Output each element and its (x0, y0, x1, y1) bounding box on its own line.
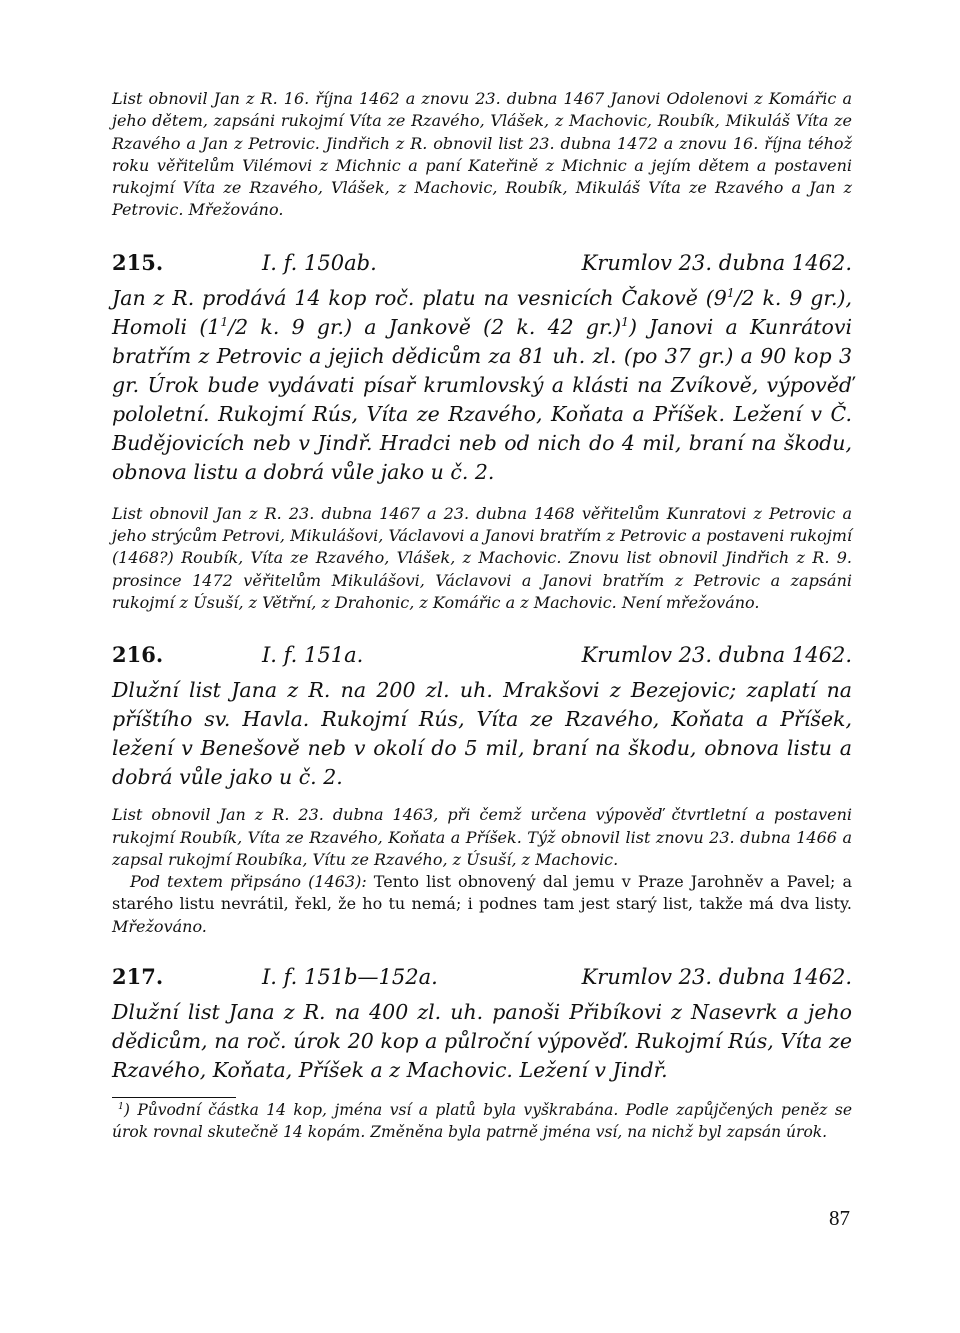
entry-number: 216. (112, 642, 164, 668)
entry-folio: I. f. 151a. (262, 643, 364, 668)
footnote-marker: 1 (118, 1100, 124, 1112)
footnote-ref: 1 (621, 314, 629, 329)
entry-folio: I. f. 150ab. (262, 250, 377, 275)
footnote: $^1$) Původní částka 14 kop, jména vsí a platů byla vyškrabána. Podle zapůjčených peněz se úrok rovnal skutečně 14 kopám. Změněna byla patrně jména vsí, na nichž byl zapsán úrok. (112, 1100, 852, 1141)
intro-note: List obnovil Jan z R. 16. října 1462 a znovu 23. dubna 1467 Janovi Odolenovi z Komářic a jeho dětem, zapsáni rukojmí Víta ze Rzavého, Vlášek, z Machovic, Roubík, Mikuláš Víta ze Rzavého a Jan z Petrovic. Jindřich z R. obnovil list 23. dubna 1472 a znovu 16. října téhož roku věřitelům Vilémovi z Michnic a paní Kateřině z Michnic a jejím dětem a postaveni rukojmí Víta ze Rzavého, Vlášek, z Machovic, Roubík, Mikuláš Víta ze Rzavého a Jan z Petrovic. Mřežováno. (112, 89, 852, 220)
footnote-divider (112, 1097, 236, 1098)
entry-215-header (112, 250, 852, 280)
entry-place-date: Krumlov 23. dubna 1462. (581, 250, 852, 275)
page-content (112, 88, 852, 1143)
entry-216-note: List obnovil Jan z R. 23. dubna 1463, při čemž určena výpověď čtvrtletní a postaveni rukojmí Roubík, Víta ze Rzavého, Koňata a Příšek. Týž obnovil list znovu 23. dubna 1466 a zapsal rukojmí Roubíka, Vítu ze Rzavého, z Úsuší, z Machovic. (112, 805, 852, 869)
entry-215-body: Jan z R. prodává 14 kop roč. platu na vesnicích Čakově ($9^1/2$ k. 9 gr.), Homoli ($1^1/2$ k. 9 gr.) a Jankově (2 k. 42 gr.)$^1$) Janovi a Kunrátovi bratřím z Petrovic a jejich dědicům za 81 uh. zl. (po 37 gr.) a 90 kop 3 gr. Úrok bude vydávati písař krumlovský a klásti na Zvíkově, výpověď pololetní. Rukojmí Rús, Víta ze Rzavého, Koňata a Příšek. Ležení v Č. Budějovicích neb v Jindř. Hradci neb od nich do 4 mil, braní na škodu, obnova listu a dobrá vůle jako u č. 2. (112, 285, 853, 484)
entry-number: 215. (112, 249, 164, 275)
page-number: 87 (829, 1206, 850, 1230)
entry-216-body: Dlužní list Jana z R. na 200 zl. uh. Mrakšovi z Bezejovic; zaplatí na příštího sv. Havla. Rukojmí Rús, Víta ze Rzavého, Koňata a Příšek, ležení v Benešově neb v okolí do 5 mil, braní na škodu, obnova listu a dobrá vůle jako u č. 2. (112, 678, 852, 790)
entry-folio: I. f. 151b—152a. (262, 965, 438, 990)
entry-216-header (112, 642, 852, 672)
entry-place-date: Krumlov 23. dubna 1462. (581, 643, 852, 668)
entry-216-annotation: Pod textem připsáno (1463): Tento list obnovený dal jemu v Praze Jarohněv a Pavel; a starého listu nevrátil, řekl, že ho tu nemá; i podnes tam jest starý list, takže má dva listy. Mřežováno. (112, 872, 852, 936)
entry-217-header (112, 964, 852, 994)
entry-number: 217. (112, 964, 164, 990)
entry-217-body: Dlužní list Jana z R. na 400 zl. uh. panoši Přibíkovi z Nasevrk a jeho dědicům, na roč. úrok 20 kop a půlroční výpověď. Rukojmí Rús, Víta ze Rzavého, Koňata, Příšek a z Machovic. Ležení v Jindř. (112, 1000, 852, 1083)
entry-place-date: Krumlov 23. dubna 1462. (581, 965, 852, 990)
entry-215-note: List obnovil Jan z R. 23. dubna 1467 a 23. dubna 1468 věřitelům Kunratovi z Petrovic a jeho strýcům Petrovi, Mikulášovi, Václavovi a Janovi bratřím z Petrovic a postaveni rukojmí (1468?) Roubík, Víta ze Rzavého, Vlášek, z Machovic. Znovu list obnovil Jindřich z R. 9. prosince 1472 věřitelům Mikulášovi, Václavovi a Janovi bratřím z Petrovic a zapsáni rukojmí z Úsuší, z Větřní, z Drahonic, z Komářic a z Machovic. Není mřežováno. (112, 503, 852, 612)
